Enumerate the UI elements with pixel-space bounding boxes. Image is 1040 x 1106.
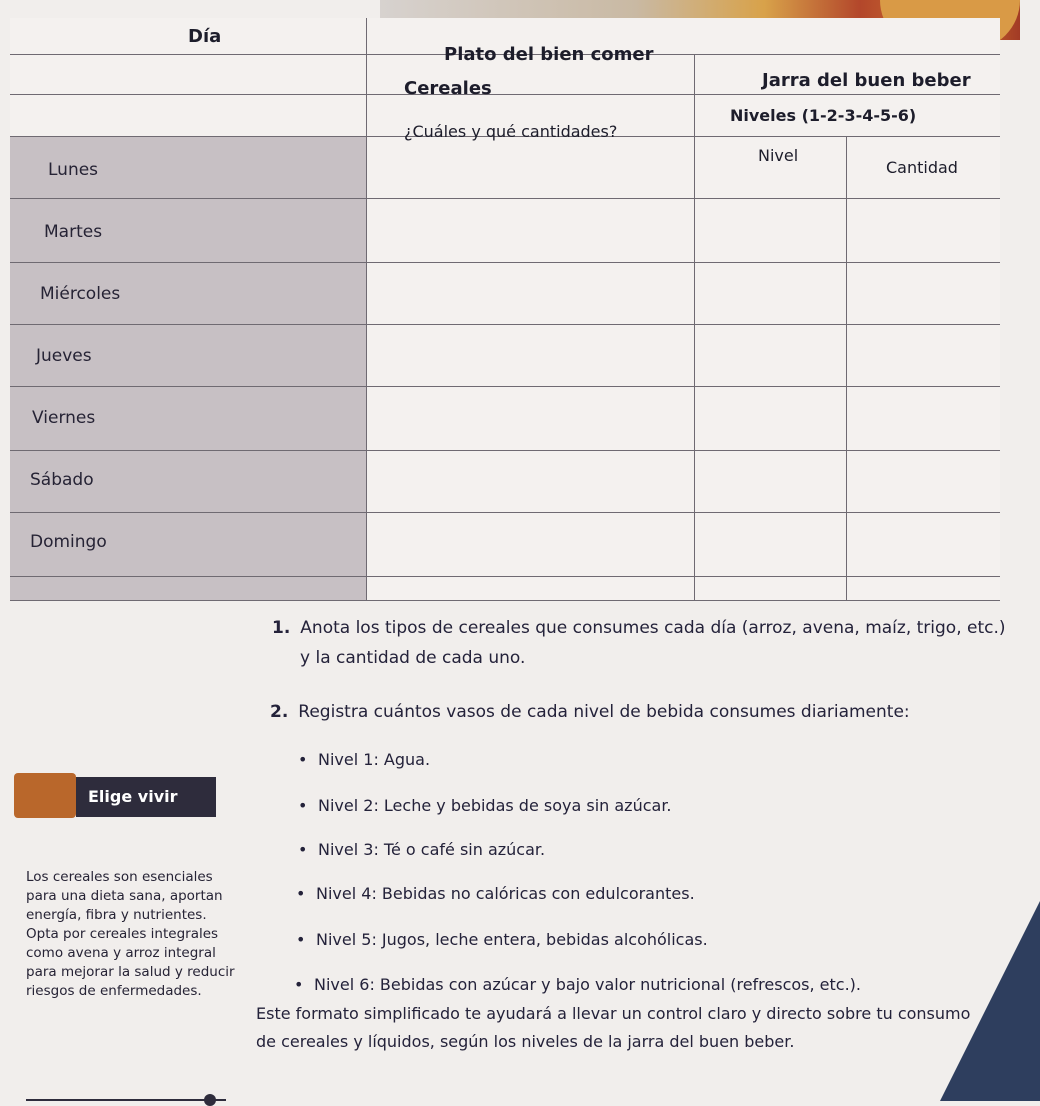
day-label-domingo: Domingo (30, 532, 107, 552)
level-4-item: • Nivel 4: Bebidas no calóricas con edulcorantes. (316, 884, 695, 903)
row-divider (10, 324, 1000, 325)
elige-vivir-text: Los cereales son esenciales para una dieta sana, aportan energía, fibra y nutrientes. Opta por cereales integrales como avena y arroz integral para mejorar la salud y reducir riesgos de enfermedades. (26, 869, 235, 999)
day-label-lunes: Lunes (48, 160, 99, 180)
page-corner-decoration (940, 901, 1040, 1101)
elige-vivir-banner (14, 765, 254, 820)
row-divider (10, 512, 1000, 513)
closing-line-2: de cereales y líquidos, según los niveles de la jarra del buen beber. (256, 1032, 795, 1051)
row-divider (10, 450, 1000, 451)
column-divider (846, 136, 847, 600)
header-cereales: Cereales (404, 78, 492, 99)
closing-line-1: Este formato simplificado te ayudará a llevar un control claro y directo sobre tu consumo (256, 1004, 971, 1023)
instruction-1-number: 1. (272, 618, 291, 638)
header-niveles: Niveles (1-2-3-4-5-6) (730, 106, 917, 125)
day-label-jueves: Jueves (36, 346, 92, 366)
column-divider (366, 18, 367, 600)
header-divider (10, 94, 1000, 95)
level-2-item: • Nivel 2: Leche y bebidas de soya sin azúcar. (318, 796, 672, 815)
people-icon (14, 773, 76, 818)
day-label-martes: Martes (44, 222, 103, 242)
header-plato: Plato del bien comer (444, 44, 654, 65)
column-divider (694, 54, 695, 600)
cereal-cell-lunes[interactable] (367, 137, 694, 198)
level-6-item: • Nivel 6: Bebidas con azúcar y bajo valor nutricional (refrescos, etc.). (314, 975, 861, 994)
day-column-shade (10, 136, 366, 600)
instruction-2-number: 2. (270, 702, 289, 722)
consumption-table (10, 18, 1000, 601)
sidebar-dot (204, 1094, 216, 1106)
level-3-item: • Nivel 3: Té o café sin azúcar. (318, 840, 545, 859)
instruction-1-text: Anota los tipos de cereales que consumes cada día (arroz, avena, maíz, trigo, etc.) (300, 618, 1006, 638)
instruction-1-cont: y la cantidad de cada uno. (300, 648, 526, 668)
day-label-viernes: Viernes (32, 408, 96, 428)
header-cantidad: Cantidad (886, 158, 958, 177)
header-jarra: Jarra del buen beber (762, 70, 971, 91)
header-cuales: ¿Cuáles y qué cantidades? (404, 122, 618, 141)
level-5-item: • Nivel 5: Jugos, leche entera, bebidas alcohólicas. (316, 930, 708, 949)
cantidad-cell-lunes[interactable] (847, 137, 1000, 198)
header-nivel: Nivel (758, 146, 799, 165)
row-divider (10, 262, 1000, 263)
row-divider (10, 198, 1000, 199)
row-divider (10, 386, 1000, 387)
instruction-2 (270, 702, 910, 722)
instruction-2-text: Registra cuántos vasos de cada nivel de bebida consumes diariamente: (298, 702, 910, 722)
row-divider (10, 576, 1000, 577)
day-label-sabado: Sábado (30, 470, 94, 490)
day-label-miercoles: Miércoles (40, 284, 121, 304)
elige-vivir-title: Elige vivir (76, 777, 216, 817)
level-1-item: • Nivel 1: Agua. (318, 750, 430, 769)
instruction-1 (272, 618, 1006, 638)
nivel-cell-lunes[interactable] (695, 137, 846, 198)
header-day: Día (188, 26, 222, 47)
